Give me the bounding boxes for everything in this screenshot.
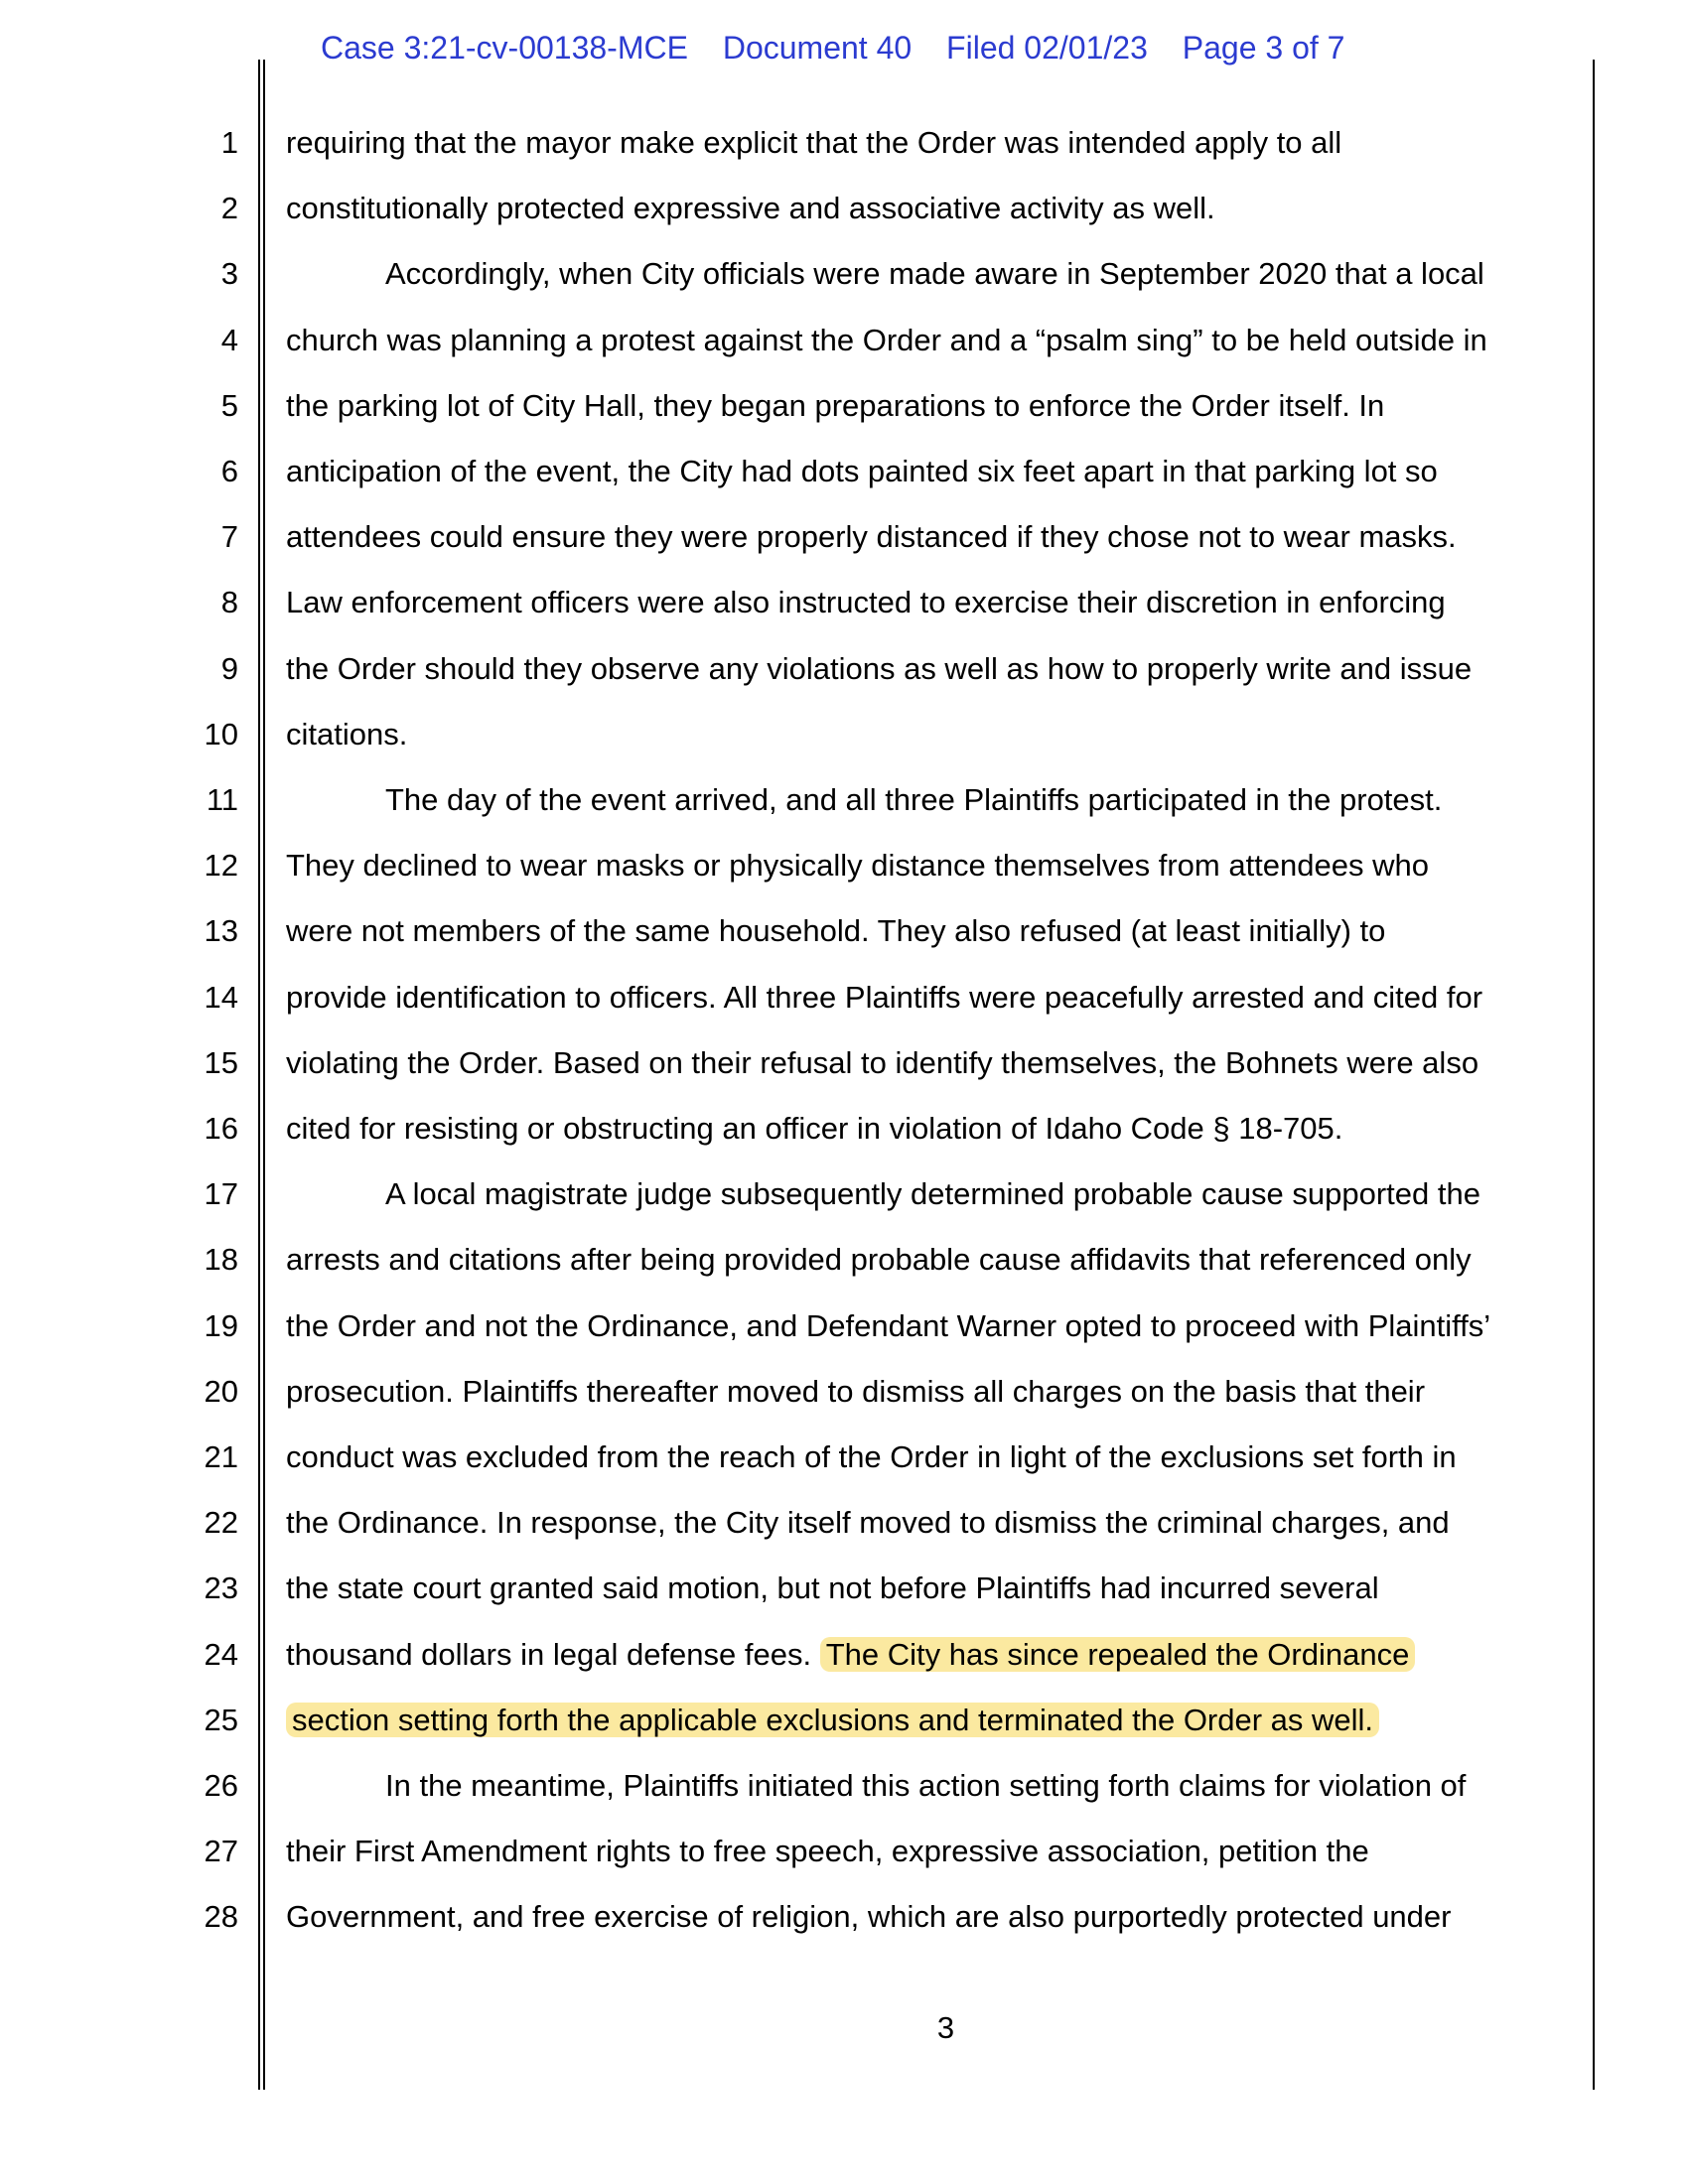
line-number: 4 (220, 323, 238, 357)
line-number: 22 (204, 1505, 238, 1540)
line-number: 10 (204, 717, 238, 751)
line-text: cited for resisting or obstructing an officer in violation of Idaho Code § 18-705. (286, 1111, 1343, 1146)
line-text: the Order should they observe any violations as well as how to properly write and issue (286, 651, 1473, 686)
line-text: thousand dollars in legal defense fees. (286, 1637, 812, 1672)
line-text: anticipation of the event, the City had dots painted six feet apart in that parking lot so (286, 454, 1438, 488)
line-text: provide identification to officers. All three Plaintiffs were peacefully arrested and cited for (286, 980, 1483, 1015)
text-line (286, 321, 1487, 360)
line-text: The day of the event arrived, and all three Plaintiffs participated in the protest. (385, 782, 1443, 817)
line-number: 3 (220, 256, 238, 291)
line-number: 8 (220, 585, 238, 619)
line-text: A local magistrate judge subsequently determined probable cause supported the (385, 1176, 1480, 1211)
text-line (286, 1437, 1457, 1477)
text-line (286, 1372, 1425, 1412)
text-line (286, 715, 407, 754)
text-line (286, 1635, 1415, 1675)
case-number: Case 3:21-cv-00138-MCE (321, 30, 688, 66)
highlighted-text: The City has since repealed the Ordinance (820, 1637, 1416, 1672)
line-text: Law enforcement officers were also instructed to exercise their discretion in enforcing (286, 585, 1446, 619)
case-header (321, 30, 1370, 67)
line-text: the parking lot of City Hall, they began preparations to enforce the Order itself. In (286, 388, 1385, 423)
line-number: 23 (204, 1570, 238, 1605)
line-text: the Ordinance. In response, the City itself moved to dismiss the criminal charges, and (286, 1505, 1450, 1540)
right-margin-rule (1593, 60, 1595, 2090)
text-line (286, 649, 1472, 689)
line-number: 11 (206, 782, 238, 817)
line-text: arrests and citations after being provided probable cause affidavits that referenced only (286, 1242, 1472, 1277)
line-number: 21 (204, 1439, 238, 1474)
line-text: constitutionally protected expressive and associative activity as well. (286, 191, 1215, 225)
text-line (286, 517, 1457, 557)
text-line (286, 846, 1429, 886)
line-text: Government, and free exercise of religion, which are also purportedly protected under (286, 1899, 1452, 1934)
line-number: 12 (204, 848, 238, 883)
line-number: 1 (220, 125, 238, 160)
text-line (286, 1306, 1490, 1346)
line-text: They declined to wear masks or physically distance themselves from attendees who (286, 848, 1429, 883)
line-text: prosecution. Plaintiffs thereafter moved to dismiss all charges on the basis that their (286, 1374, 1426, 1409)
line-number: 2 (220, 191, 238, 225)
text-line (385, 1766, 1466, 1806)
line-text: were not members of the same household. They also refused (at least initially) to (286, 913, 1386, 948)
line-number: 9 (220, 651, 238, 686)
line-number: 5 (220, 388, 238, 423)
text-line (286, 583, 1446, 622)
text-line (286, 1043, 1478, 1083)
text-line (286, 911, 1385, 951)
line-text: attendees could ensure they were properly distanced if they chose not to wear masks. (286, 519, 1457, 554)
line-number: 17 (204, 1176, 238, 1211)
line-number: 26 (204, 1768, 238, 1803)
text-line (286, 1897, 1451, 1937)
highlighted-text: section setting forth the applicable exclusions and terminated the Order as well. (286, 1703, 1379, 1737)
line-text: church was planning a protest against the Order and a “psalm sing” to be held outside in (286, 323, 1487, 357)
text-line (385, 254, 1484, 294)
text-line (385, 780, 1442, 820)
line-number: 19 (204, 1308, 238, 1343)
text-line (286, 1832, 1369, 1871)
text-line (286, 978, 1482, 1018)
line-text: citations. (286, 717, 408, 751)
left-margin-rule (258, 60, 265, 2090)
line-number: 18 (204, 1242, 238, 1277)
text-line (286, 123, 1341, 163)
line-text: requiring that the mayor make explicit that the Order was intended apply to all (286, 125, 1342, 160)
line-number: 24 (204, 1637, 238, 1672)
text-line (286, 189, 1215, 228)
line-text: their First Amendment rights to free speech, expressive association, petition the (286, 1834, 1369, 1868)
document-number: Document 40 (722, 30, 913, 66)
line-number: 7 (220, 519, 238, 554)
line-number: 28 (204, 1899, 238, 1934)
page-number: 3 (936, 2010, 955, 2045)
line-text: the state court granted said motion, but not before Plaintiffs had incurred several (286, 1570, 1379, 1605)
page-count: Page 3 of 7 (1182, 30, 1345, 66)
line-text: In the meantime, Plaintiffs initiated this action setting forth claims for violation of (385, 1768, 1467, 1803)
line-text: the Order and not the Ordinance, and Defendant Warner opted to proceed with Plaintiffs’ (286, 1308, 1491, 1343)
line-text: Accordingly, when City officials were made aware in September 2020 that a local (385, 256, 1484, 291)
line-number: 14 (204, 980, 238, 1015)
text-line (286, 452, 1438, 491)
filed-date: Filed 02/01/23 (946, 30, 1148, 66)
text-line (286, 386, 1384, 426)
line-text: conduct was excluded from the reach of the Order in light of the exclusions set forth in (286, 1439, 1457, 1474)
text-line (385, 1174, 1480, 1214)
line-number: 6 (220, 454, 238, 488)
line-text: violating the Order. Based on their refusal to identify themselves, the Bohnets were also (286, 1045, 1479, 1080)
line-number: 25 (204, 1703, 238, 1737)
text-line (286, 1503, 1450, 1543)
text-line (286, 1240, 1472, 1280)
line-number: 16 (204, 1111, 238, 1146)
line-number: 13 (204, 913, 238, 948)
line-number: 27 (204, 1834, 238, 1868)
text-line (286, 1109, 1342, 1149)
text-line (286, 1569, 1379, 1608)
line-number: 15 (204, 1045, 238, 1080)
line-number: 20 (204, 1374, 238, 1409)
text-line (286, 1701, 1379, 1740)
